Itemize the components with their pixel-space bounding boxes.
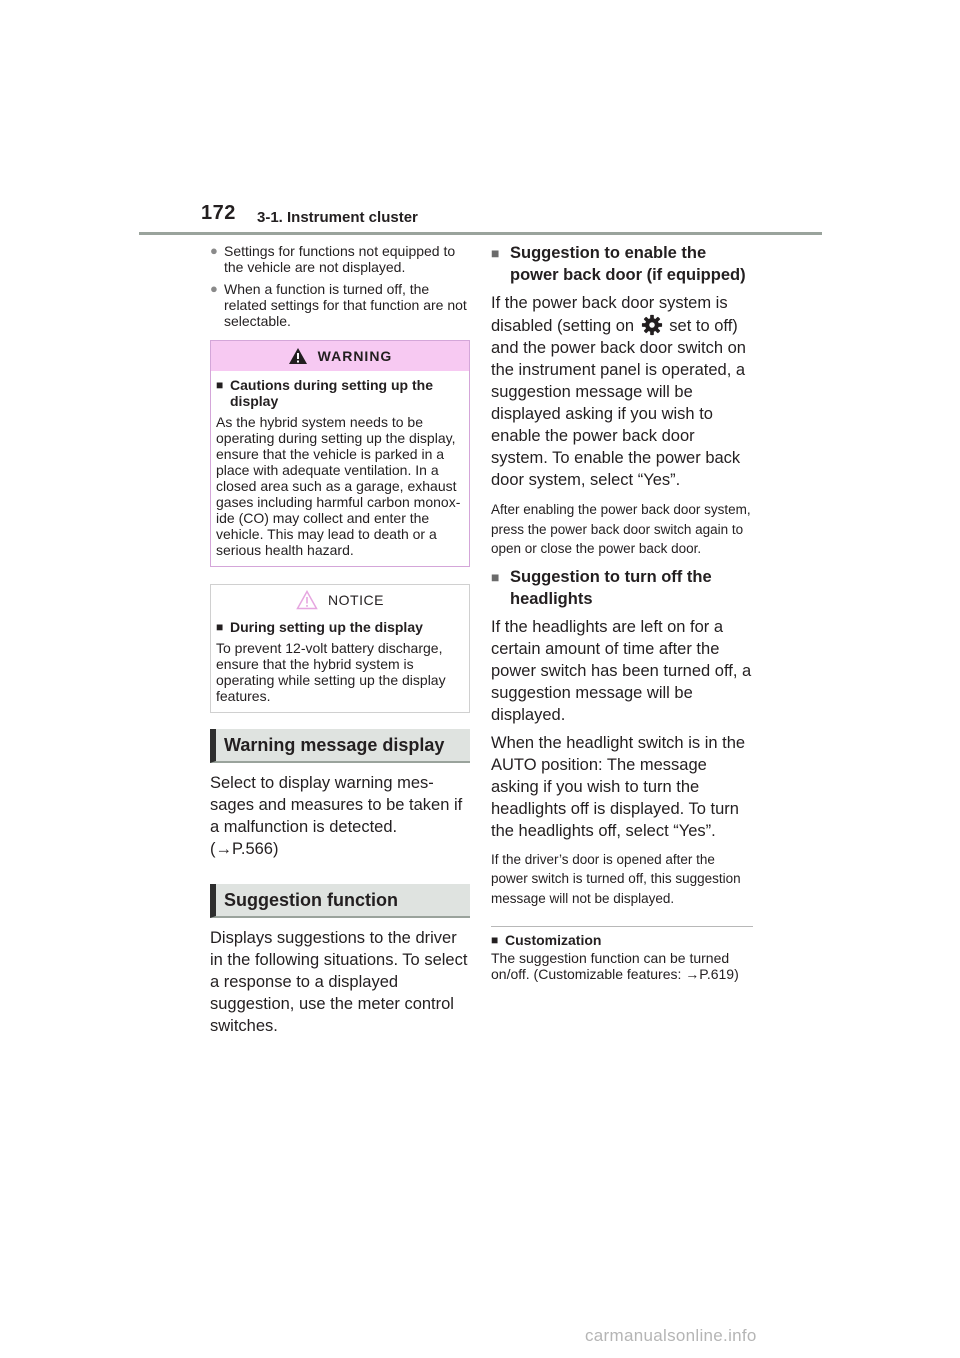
warning-body <box>211 371 469 566</box>
watermark: carmanualsonline.info <box>585 1326 757 1345</box>
warning-title: WARNING <box>317 348 393 364</box>
warning-box <box>210 340 470 567</box>
square-bullet-icon: ■ <box>491 568 500 585</box>
power-back-door-text-end: set to off) and the power back door switch on the instrument panel is operated, a suggestion message will be displayed asking if you wish to enable the power back door system. To enable the power back door system, select “Yes”. <box>491 317 746 489</box>
bullet-text: Settings for functions not equipped to the vehicle are not displayed. <box>224 243 456 275</box>
customization-heading-text: Customization <box>505 932 602 948</box>
warning-message-heading: Warning message display <box>210 729 470 763</box>
square-bullet-icon: ■ <box>491 245 500 261</box>
section-title: 3-1. Instrument cluster <box>257 209 418 226</box>
headlights-text-2: When the headlight switch is in the AUTO position: The message asking if you wish to turn the headlights off is displayed. To turn the headlights off, select “Yes”. <box>491 733 746 840</box>
notice-text: To prevent 12-volt battery discharge, ensure that the hybrid system is operating while setting up the display features. <box>216 640 446 704</box>
square-bullet-icon: ■ <box>216 378 224 392</box>
warning-subheading <box>216 377 464 409</box>
headlights-heading <box>491 566 753 610</box>
warning-header <box>211 341 469 371</box>
headlights-note: If the driver’s door is opened after the power switch is turned off, this suggestion message will not be displayed. <box>491 851 741 906</box>
notice-body <box>211 615 469 712</box>
list-item <box>210 281 470 329</box>
warning-subheading-text: Cautions during setting up the display <box>230 377 433 409</box>
notice-title: NOTICE <box>328 592 384 608</box>
bullet-icon: ● <box>210 243 218 258</box>
suggestion-function-heading: Suggestion function <box>210 884 470 918</box>
list-item <box>210 243 470 275</box>
power-back-door-note: After enabling the power back door system, press the power back door switch again to open or close the power back door. <box>491 502 751 556</box>
page-header <box>0 0 960 240</box>
power-back-door-text <box>491 292 753 491</box>
suggestion-function-text: Displays suggestions to the driver in the following situations. To select a response to a displayed suggestion, use the meter control switches. <box>210 929 468 1035</box>
gear-icon <box>641 314 663 336</box>
bullet-icon: ● <box>210 281 218 296</box>
warning-message-text: Select to display warning messages and measures to be taken if a malfunction is detected. (→P.566) <box>210 774 463 858</box>
power-back-door-heading <box>491 242 753 286</box>
power-back-door-text-start: If the power back door system is disabled (setting on <box>491 294 728 335</box>
notice-header <box>211 585 469 615</box>
left-column <box>210 243 470 1037</box>
headlights-text-1: If the headlights are left on for a certain amount of time after the power switch has been turned off, a suggestion message will be displayed. <box>491 617 752 724</box>
bullet-text: When a function is turned off, the related settings for that function are not selectable. <box>224 281 467 329</box>
square-bullet-icon: ■ <box>216 620 224 634</box>
headlights-heading-text: Suggestion to turn off the headlights <box>510 567 712 608</box>
notice-subheading-text: During setting up the display <box>230 619 423 635</box>
notice-triangle-icon <box>296 590 318 610</box>
header-rule <box>139 232 822 235</box>
notice-box <box>210 584 470 713</box>
warning-triangle-icon <box>288 347 308 365</box>
customization-heading <box>491 932 753 948</box>
power-back-door-heading-text: Suggestion to enable the power back door (if equipped) <box>510 244 746 284</box>
customization-divider <box>491 926 753 927</box>
page-number: 172 <box>201 202 236 224</box>
square-bullet-icon: ■ <box>491 933 499 947</box>
warning-text: As the hybrid system needs to be operating during setting up the display, ensure that the vehicle is parked in a place with adequate ventilation. In a closed area such as a garage, exhaust gases including harmful carbon monoxide (CO) may collect and enter the vehicle. This may lead to death or a serious health hazard. <box>216 414 461 558</box>
customization-text: The suggestion function can be turned on/off. (Customizable features: →P.619) <box>491 950 739 982</box>
right-column <box>491 242 753 982</box>
notice-subheading <box>216 619 464 635</box>
